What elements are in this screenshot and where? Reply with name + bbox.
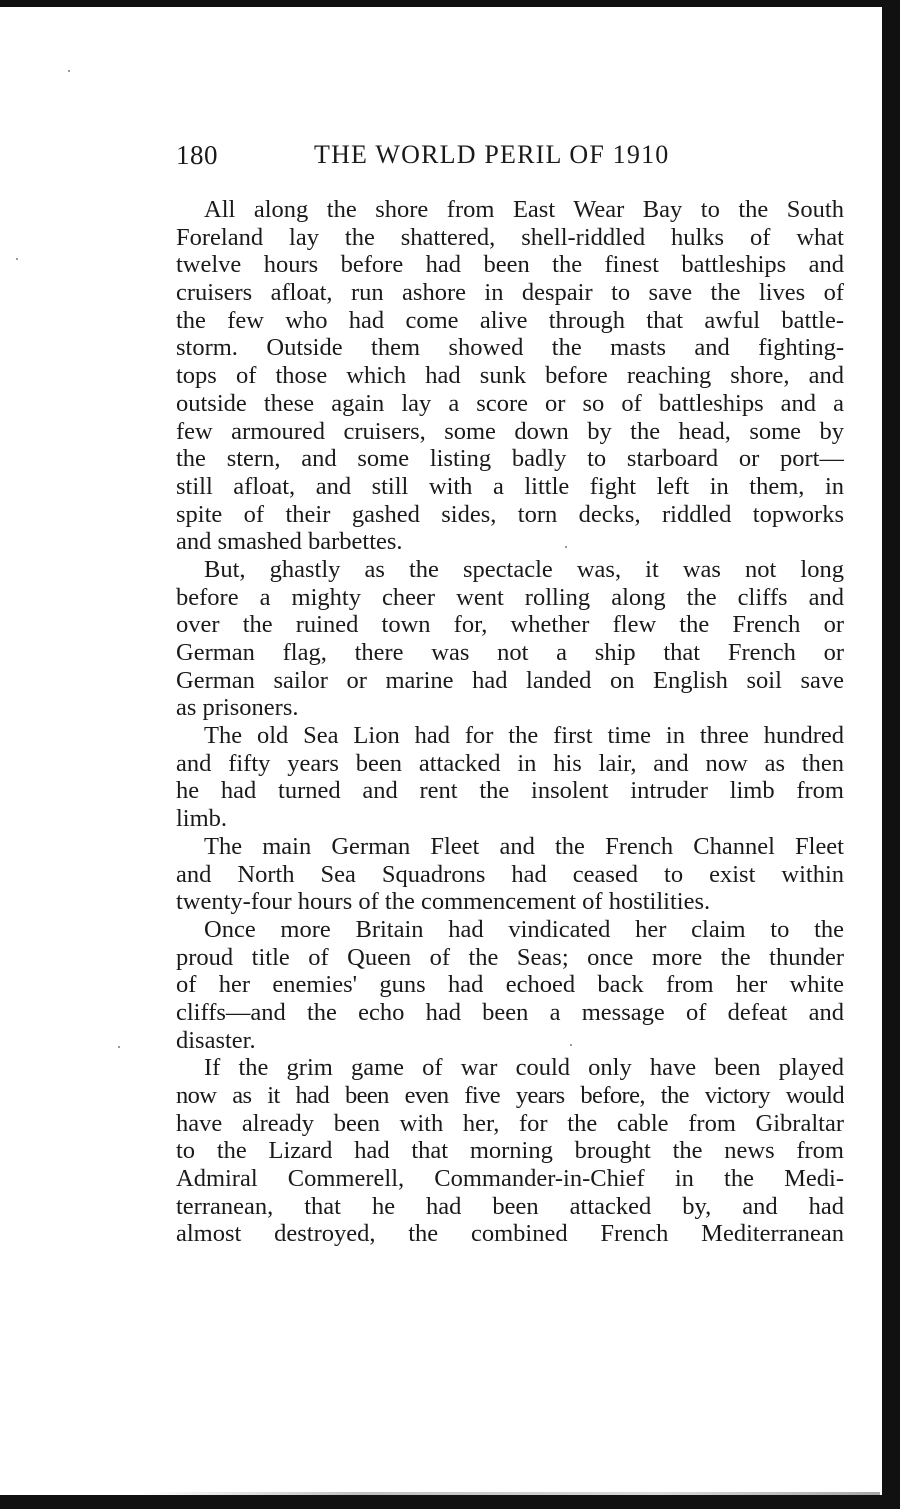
text-line: tops of those which had sunk before reaching shore, and <box>176 362 844 390</box>
text-line: proud title of Queen of the Seas; once more the thunder <box>176 943 844 971</box>
text-line: cliffs—and the echo had been a message of defeat and <box>176 998 844 1026</box>
text-line: German flag, there was not a ship that French or <box>176 639 844 666</box>
text-line: and North Sea Squadrons had ceased to exist within <box>176 860 844 888</box>
text-line: terranean, that he had been attacked by, and had <box>176 1192 844 1220</box>
text-line: and smashed barbettes. <box>176 528 403 556</box>
text-line: as prisoners. <box>176 694 299 722</box>
text-line: storm. Outside them showed the masts and fighting- <box>176 334 844 362</box>
text-line: Once more Britain had vindicated her claim to the <box>204 915 844 943</box>
scan-border-top <box>0 0 900 7</box>
running-header <box>176 140 844 180</box>
text-line: Admiral Commerell, Commander-in-Chief in the Medi- <box>176 1165 844 1193</box>
page-number: 180 <box>176 140 218 170</box>
text-line: still afloat, and still with a little fight left in them, in <box>176 472 844 500</box>
text-line: If the grim game of war could only have been played <box>204 1054 844 1082</box>
text-line: he had turned and rent the insolent intruder limb from <box>176 777 844 805</box>
text-line: spite of their gashed sides, torn decks, riddled topworks <box>176 500 844 528</box>
text-line: outside these again lay a score or so of battleships and a <box>176 389 844 417</box>
text-line: But, ghastly as the spectacle was, it was not long <box>204 555 844 583</box>
text-line: few armoured cruisers, some down by the head, some by <box>176 417 844 445</box>
body-text <box>176 196 844 1248</box>
text-line: disaster. <box>176 1026 256 1054</box>
text-line: have already been with her, for the cable from Gibraltar <box>176 1109 844 1137</box>
text-line: almost destroyed, the combined French Mediterranean <box>176 1220 844 1248</box>
text-line: before a mighty cheer went rolling along the cliffs and <box>176 583 844 611</box>
text-line: cruisers afloat, run ashore in despair to save the lives of <box>176 279 844 307</box>
scan-border-bottom <box>0 1495 900 1509</box>
running-title: THE WORLD PERIL OF 1910 <box>314 140 670 169</box>
text-line: German sailor or marine had landed on English soil save <box>176 666 844 694</box>
text-line: of her enemies' guns had echoed back from her white <box>176 971 844 999</box>
text-line: the few who had come alive through that awful battle- <box>176 306 844 334</box>
text-line: now as it had been even five years before, the victory would <box>176 1082 844 1109</box>
scan-shadow <box>140 1492 880 1495</box>
text-line: to the Lizard had that morning brought the news from <box>176 1137 844 1165</box>
text-line: The main German Fleet and the French Channel Fleet <box>204 832 844 860</box>
text-line: the stern, and some listing badly to starboard or port— <box>176 445 844 473</box>
scan-border-right <box>882 0 900 1509</box>
text-line: twenty-four hours of the commencement of hostilities. <box>176 888 711 916</box>
text-line: limb. <box>176 805 228 833</box>
text-line: twelve hours before had been the finest battleships and <box>176 251 844 279</box>
text-line: All along the shore from East Wear Bay to the South <box>204 196 844 223</box>
text-line: and fifty years been attacked in his lair, and now as then <box>176 749 844 777</box>
text-line: over the ruined town for, whether flew the French or <box>176 611 844 639</box>
text-line: The old Sea Lion had for the first time in three hundred <box>204 722 844 750</box>
text-line: Foreland lay the shattered, shell-riddled hulks of what <box>176 223 844 251</box>
